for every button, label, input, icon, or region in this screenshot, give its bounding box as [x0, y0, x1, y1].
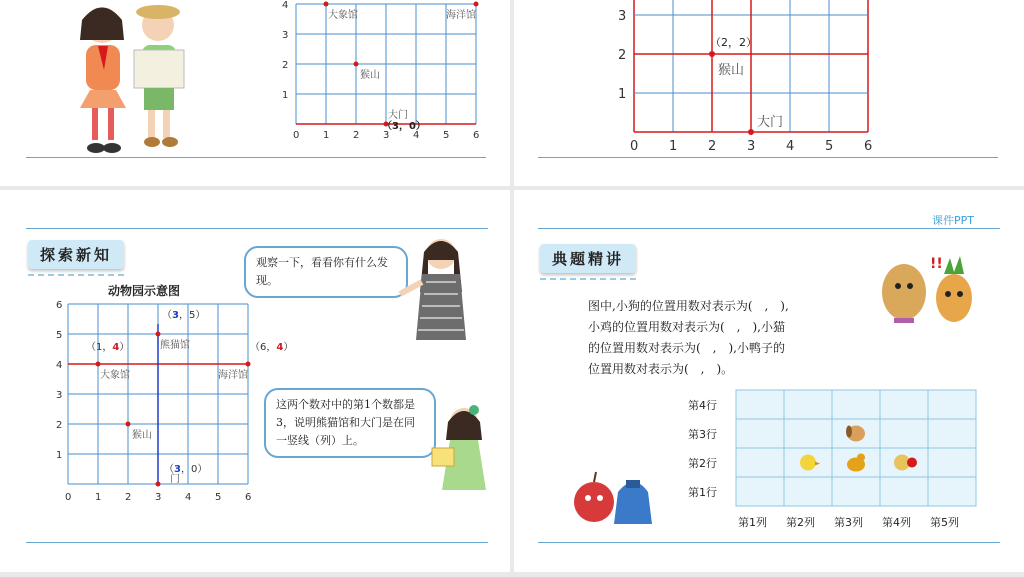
top-rule: [26, 228, 488, 229]
question-text: [588, 296, 789, 380]
y-tick-label: 3: [282, 30, 289, 41]
y-tick-label: 5: [56, 330, 63, 341]
point-elephant: [324, 2, 329, 7]
point-ocean: [474, 2, 479, 7]
bottom-rule: [538, 542, 1000, 543]
y-tick-label: 1: [618, 87, 627, 102]
label-coord: （2，2）: [710, 36, 757, 49]
row-label: 第3行: [688, 428, 717, 441]
slide-4[interactable]: [514, 190, 1024, 572]
duck-head: [857, 454, 865, 462]
zoo-grid-chart-2: [614, 0, 894, 160]
speech-bubble-explain: 这两个数对中的第1个数都是3，说明熊猫馆和大门是在同一竖线（列）上。: [264, 388, 436, 458]
x-tick-label: 1: [669, 139, 678, 154]
section-tag: 典题精讲: [540, 244, 636, 273]
y-tick-label: 2: [282, 60, 289, 71]
y-tick-label: 1: [56, 450, 63, 461]
label-gate-coord: （3，0）: [164, 464, 208, 475]
label-gate: 大门: [757, 115, 784, 130]
point-gate: [748, 129, 754, 135]
chick-icon: [800, 455, 816, 471]
teacher-illustration: [396, 232, 476, 342]
x-tick-label: 5: [215, 492, 222, 503]
watermark: 课件PPT: [932, 214, 974, 227]
label-gate-coord: （3，0）: [382, 121, 426, 132]
bottom-rule: [538, 157, 998, 158]
chart-title: 动物园示意图: [108, 284, 181, 298]
point-gate: [156, 482, 161, 487]
x-tick-label: 2: [353, 130, 360, 141]
x-tick-label: 5: [825, 139, 834, 154]
dog-ear: [846, 426, 852, 438]
label-elephant: 大象馆: [328, 10, 358, 21]
y-tick-label: 1: [282, 90, 289, 101]
y-tick-label: 2: [56, 420, 63, 431]
speech-bubble-observe: 观察一下，看看你有什么发现。: [244, 246, 408, 298]
x-tick-label: 2: [708, 139, 717, 154]
x-tick-label: 6: [473, 130, 480, 141]
x-tick-label: 6: [245, 492, 252, 503]
point-ocean: [246, 362, 251, 367]
section-tag: 探索新知: [28, 240, 124, 269]
row-label: 第1行: [688, 486, 717, 499]
col-label: 第4列: [882, 516, 911, 529]
point-monkey: [126, 422, 131, 427]
col-label: 第3列: [834, 516, 863, 529]
label-panda-coord: （3，5）: [162, 310, 206, 321]
label-ocean-coord: （6，4）: [250, 342, 294, 353]
svg-text:!!: !!: [930, 256, 943, 272]
girl-reading-illustration: [428, 400, 498, 495]
x-tick-label: 1: [323, 130, 330, 141]
point-elephant: [96, 362, 101, 367]
row-label: 第2行: [688, 457, 717, 470]
x-tick-label: 6: [864, 139, 873, 154]
question-line: 的位置用数对表示为( , ),小鸭子的: [588, 341, 785, 355]
y-tick-label: 3: [618, 9, 627, 24]
point-monkey: [709, 51, 715, 57]
y-tick-label: 6: [56, 300, 63, 311]
apple-bag-illustration: [568, 462, 658, 530]
zoo-grid-chart-3: [48, 298, 294, 508]
top-rule: [538, 228, 1000, 229]
point-monkey: [354, 62, 359, 67]
x-tick-label: 1: [95, 492, 102, 503]
question-line: 图中,小狗的位置用数对表示为( , ),: [588, 299, 789, 313]
label-elephant: 大象馆: [100, 370, 130, 381]
bottom-rule: [26, 157, 486, 158]
label-monkey: 猴山: [360, 70, 380, 81]
row-column-grid: [682, 386, 972, 529]
y-tick-label: 4: [282, 0, 289, 11]
y-tick-label: 3: [56, 390, 63, 401]
x-tick-label: 0: [630, 139, 639, 154]
slide-1[interactable]: [0, 0, 510, 186]
slide-3[interactable]: [0, 190, 510, 572]
question-line: 小鸡的位置用数对表示为( , ),小猫: [588, 320, 785, 334]
x-tick-label: 2: [125, 492, 132, 503]
bottom-rule: [26, 542, 488, 543]
x-tick-label: 4: [786, 139, 795, 154]
x-tick-label: 0: [293, 130, 300, 141]
question-line: 位置用数对表示为( , )。: [588, 362, 734, 376]
col-label: 第5列: [930, 516, 959, 529]
label-ocean: 海洋馆: [446, 10, 476, 21]
point-panda: [156, 332, 161, 337]
potato-pineapple-illustration: [874, 252, 984, 328]
label-panda: 熊猫馆: [160, 340, 190, 351]
col-label: 第2列: [786, 516, 815, 529]
label-monkey: 猴山: [718, 63, 745, 78]
y-tick-label: 2: [618, 48, 627, 63]
label-ocean: 海洋馆: [218, 370, 248, 381]
zoo-grid-chart-1: [278, 0, 488, 145]
x-tick-label: 3: [747, 139, 756, 154]
label-elephant-coord: （1，4）: [86, 342, 130, 353]
cat-ball: [907, 458, 917, 468]
x-tick-label: 3: [155, 492, 162, 503]
x-tick-label: 5: [443, 130, 450, 141]
label-gate: 大门: [388, 110, 408, 121]
col-label: 第1列: [738, 516, 767, 529]
row-label: 第4行: [688, 399, 717, 412]
slide-2[interactable]: [514, 0, 1024, 186]
x-tick-label: 4: [185, 492, 192, 503]
x-tick-label: 3: [383, 130, 390, 141]
label-gate: 门: [170, 474, 180, 485]
x-tick-label: 0: [65, 492, 72, 503]
label-monkey: 猴山: [132, 430, 152, 441]
y-tick-label: 4: [56, 360, 63, 371]
x-tick-label: 4: [413, 130, 420, 141]
kids-illustration: [60, 0, 200, 160]
